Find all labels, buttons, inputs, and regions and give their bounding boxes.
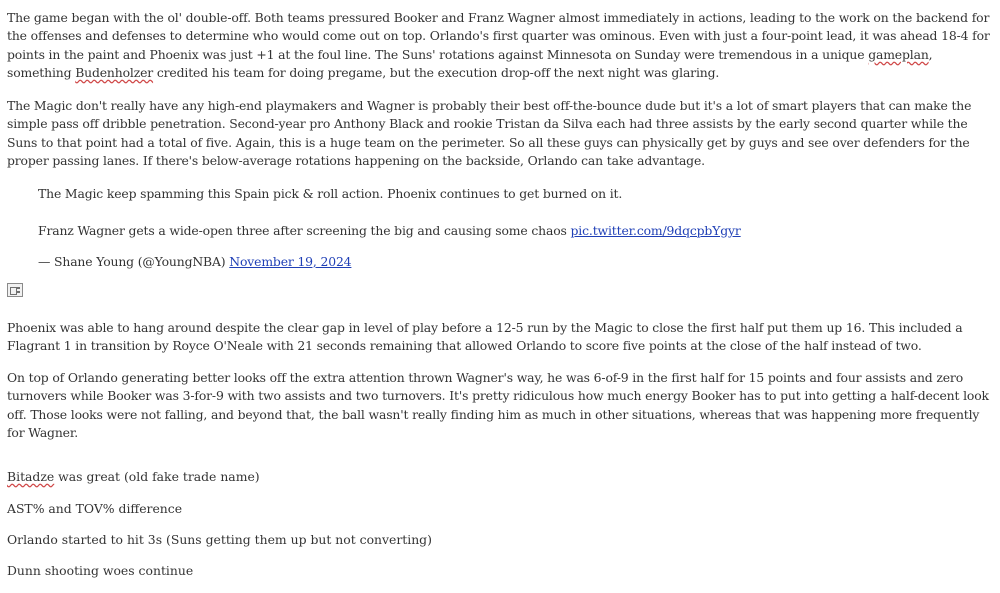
tweet-author: — Shane Young (@YoungNBA) [38, 254, 230, 269]
tweet-media-link[interactable]: pic.twitter.com/9dqcpbYgyr [570, 223, 741, 238]
broken-image-icon [7, 283, 23, 297]
paragraph-opening-text-b: , something [7, 46, 933, 80]
paragraph-first-half-run: Phoenix was able to hang around despite the clear gap in level of play before a 12-5 run by the Magic to close the first half put them up 16. This included a Flagrant 1 in transition by Royce O'Neale with 21 seconds remaining that allowed Orlando to score five points at the close of the half instead of two. [7, 320, 963, 354]
spellcheck-word-bitadze[interactable]: Bitadze [7, 469, 55, 484]
spellcheck-word-budenholzer[interactable]: Budenholzer [75, 64, 154, 80]
tweet-line-2-text: Franz Wagner gets a wide-open three after screening the big and causing some chaos [38, 223, 571, 238]
paragraph-playmakers: The Magic don't really have any high-end playmakers and Wagner is probably their best off-the-bounce dude but it's a lot of smart players that can make the simple pass off dribble penetration. Second-year pro Anthony Black and rookie Tristan da Silva each had three assists by the early second quarter while the Suns to that point had a total of five. Again, this is a huge team on the perimeter. So all these guys can physically get by guys and see over defenders for the proper passing lanes. If there's below-average rotations happening on the backside, Orlando can take advantage. [7, 98, 972, 168]
tweet-line-1: The Magic keep spamming this Spain pick & roll action. Phoenix continues to get burned on it. [38, 186, 623, 201]
paragraph-wagner-booker: On top of Orlando generating better looks off the extra attention thrown Wagner's way, he was 6-of-9 in the first half for 15 points and four assists and zero turnovers while Booker was 3-for-9 with two assists and two turnovers. It's pretty ridiculous how much energy Booker has to put into getting a half-decent look off. Those looks were not falling, and beyond that, the ball wasn't really finding him as much in other situations, whereas that was happening more frequently for Wagner. [7, 370, 989, 440]
paragraph-opening-text-c: credited his team for doing pregame, but the execution drop-off the next night was glaring. [153, 64, 720, 80]
note-bitadze-text: was great (old fake trade name) [54, 469, 260, 484]
tweet-date-link[interactable]: November 19, 2024 [229, 254, 352, 269]
paragraph-opening [7, 9, 995, 82]
note-orlando-threes: Orlando started to hit 3s (Suns getting them up but not converting) [7, 532, 432, 547]
note-dunn-shooting: Dunn shooting woes continue [7, 563, 194, 578]
note-ast-tov: AST% and TOV% difference [7, 501, 183, 516]
spellcheck-word-gameplan[interactable]: gameplan [868, 46, 929, 62]
tweet-attribution [38, 253, 351, 271]
paragraph-opening-text-a: The game began with the ol' double-off. Both teams pressured Booker and Franz Wagner almost immediately in actions, leading to the work on the backend for the offenses and defenses to determine who would come out on top. Orlando's first quarter was ominous. Even with just a four-point lead, it was ahead 18-4 for points in the paint and Phoenix was just +1 at the foul line. The Suns' rotations against Minnesota on Sunday were tremendous in a unique [7, 10, 990, 62]
note-bitadze [7, 468, 260, 486]
tweet-line-2 [38, 222, 741, 240]
